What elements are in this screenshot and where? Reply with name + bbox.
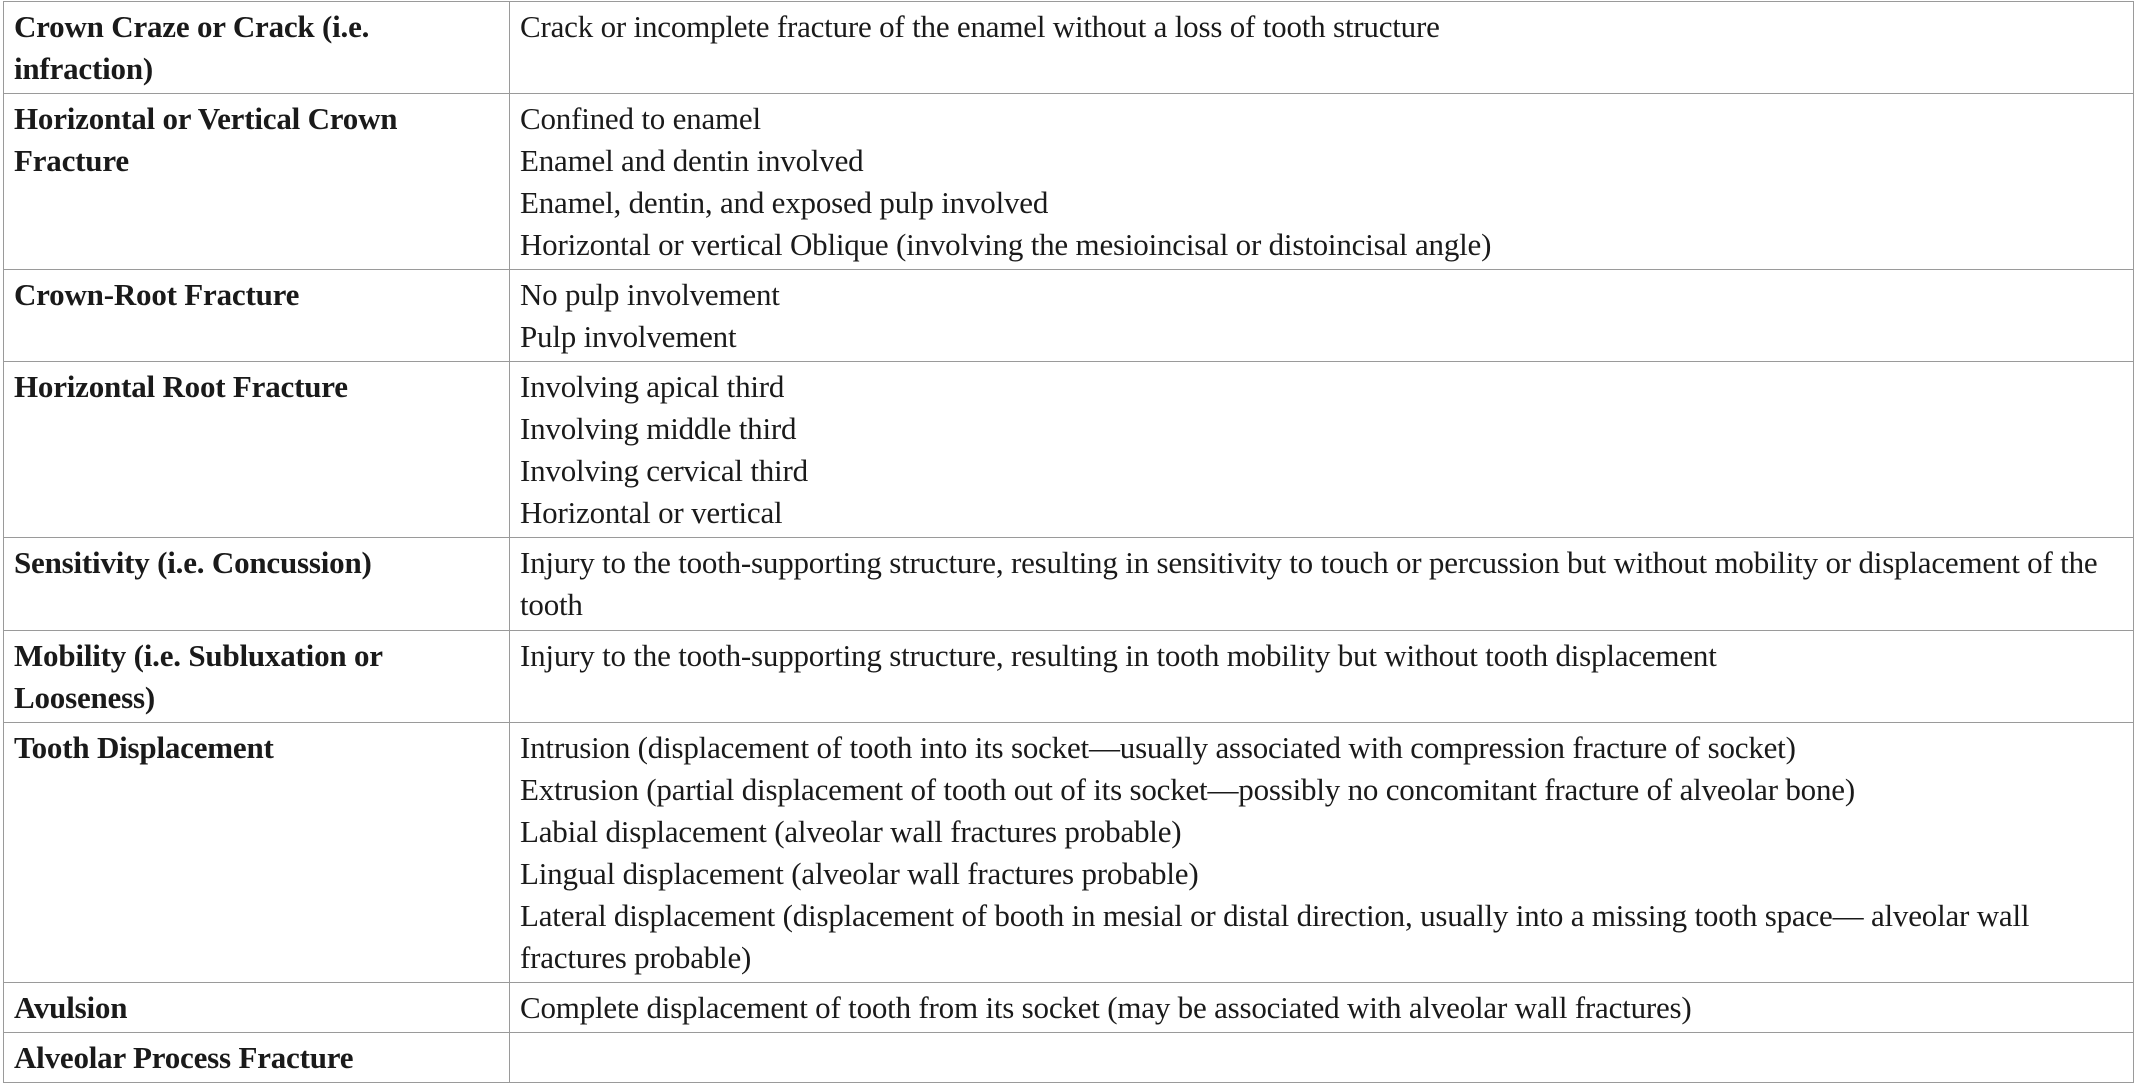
description-line: Enamel and dentin involved [520, 143, 864, 178]
description-line: Horizontal or vertical [520, 495, 783, 530]
injury-description-cell [510, 538, 2134, 631]
injury-description-cell [510, 631, 2134, 723]
dental-injury-classification-table [3, 1, 2134, 1083]
description-line: Pulp involvement [520, 319, 737, 354]
table-row [4, 2, 2134, 94]
injury-type-cell: Crown-Root Fracture [4, 270, 510, 362]
injury-type-cell: Tooth Displacement [4, 723, 510, 983]
injury-type-cell: Horizontal Root Fracture [4, 362, 510, 538]
description-line: Involving cervical third [520, 453, 808, 488]
table-row [4, 1033, 2134, 1083]
table-row [4, 362, 2134, 538]
description-line: No pulp involvement [520, 277, 780, 312]
table-row [4, 538, 2134, 631]
injury-description-cell [510, 1033, 2134, 1083]
injury-type-cell: Alveolar Process Fracture [4, 1033, 510, 1083]
injury-type-cell: Avulsion [4, 983, 510, 1033]
injury-type-cell: Mobility (i.e. Subluxation or Looseness) [4, 631, 510, 723]
injury-type-cell: Sensitivity (i.e. Concussion) [4, 538, 510, 631]
description-line: Complete displacement of tooth from its socket (may be associated with alveolar wall fractures) [520, 990, 1692, 1025]
description-line: Lingual displacement (alveolar wall fractures probable) [520, 856, 1199, 891]
injury-type-cell: Crown Craze or Crack (i.e. infraction) [4, 2, 510, 94]
table-row [4, 983, 2134, 1033]
table-row [4, 631, 2134, 723]
description-line: Enamel, dentin, and exposed pulp involved [520, 185, 1049, 220]
table-row [4, 94, 2134, 270]
dental-injury-classification-table-container [3, 1, 2134, 1083]
injury-description-cell [510, 94, 2134, 270]
injury-description-cell [510, 362, 2134, 538]
injury-description-cell [510, 2, 2134, 94]
description-line: Involving middle third [520, 411, 797, 446]
description-line: Injury to the tooth-supporting structure, resulting in sensitivity to touch or percussion but without mobility or displacement of the tooth [520, 545, 2098, 622]
injury-description-cell [510, 723, 2134, 983]
description-line: Confined to enamel [520, 101, 761, 136]
description-line: Injury to the tooth-supporting structure, resulting in tooth mobility but without tooth displacement [520, 638, 1717, 673]
injury-description-cell [510, 983, 2134, 1033]
table-row [4, 723, 2134, 983]
description-line: Horizontal or vertical Oblique (involving the mesioincisal or distoincisal angle) [520, 227, 1492, 262]
description-line: Involving apical third [520, 369, 785, 404]
injury-type-cell: Horizontal or Vertical Crown Fracture [4, 94, 510, 270]
injury-description-cell [510, 270, 2134, 362]
description-line: Lateral displacement (displacement of booth in mesial or distal direction, usually into a missing tooth space— alveolar wall fractures probable) [520, 898, 2030, 975]
description-line: Intrusion (displacement of tooth into its socket—usually associated with compression fracture of socket) [520, 730, 1796, 765]
description-line: Extrusion (partial displacement of tooth out of its socket—possibly no concomitant fracture of alveolar bone) [520, 772, 1855, 807]
table-row [4, 270, 2134, 362]
description-line: Crack or incomplete fracture of the enamel without a loss of tooth structure [520, 9, 1440, 44]
description-line: Labial displacement (alveolar wall fractures probable) [520, 814, 1182, 849]
